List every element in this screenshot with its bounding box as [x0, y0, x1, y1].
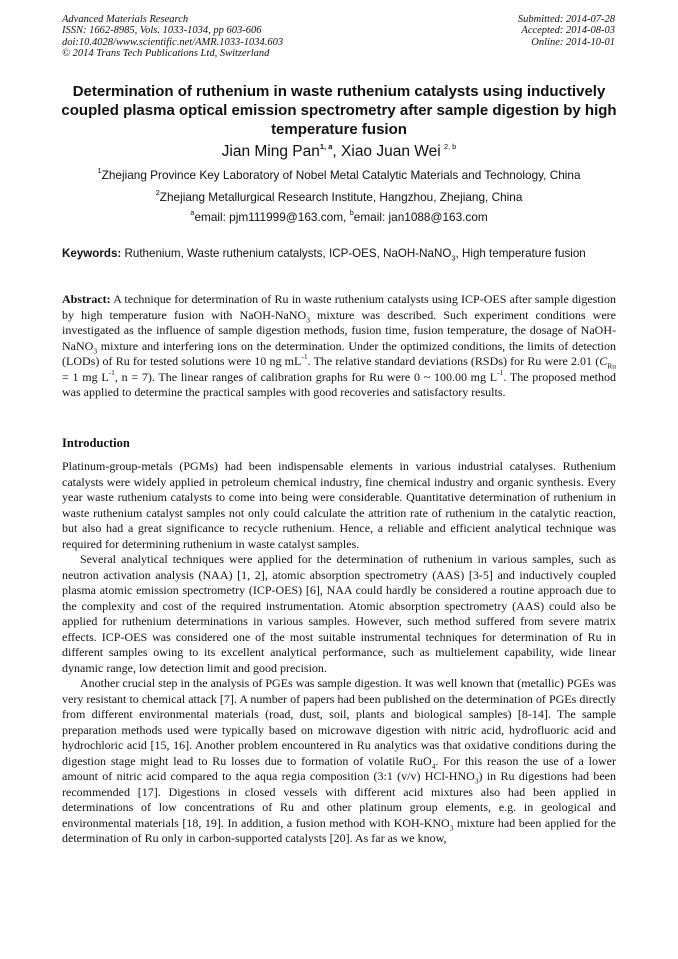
abstract-text: = 1 mg L [62, 369, 109, 384]
abstract-text: A technique for determination of Ru in waste ruthenium catalysts using ICP-OES after sample digestion by high temperature fusion with NaOH-NaNO [62, 292, 616, 322]
abstract-text: mixture and interfering ions on the determination. Under the optimized conditions, the limits of detection (LODs) of Ru for tested solutions were 10 ng mL [62, 338, 616, 368]
affiliation-text: Zhejiang Metallurgical Research Institute, Hangzhou, Zhejiang, China [159, 190, 523, 204]
keywords-text: , High temperature fusion [455, 247, 586, 260]
author-affiliation-mark: 2, b [443, 141, 457, 151]
subscript: 4 [431, 760, 436, 770]
abstract-text: mixture was described. Such experiment conditions were investigated as the influence of sample digestion methods, fusion time, fusion temperature, the dosage of NaOH-NaNO [62, 307, 616, 353]
issn-line: ISSN: 1662-8985, Vols. 1033-1034, pp 603-606 [62, 25, 262, 37]
paragraph-text: ) in Ru digestions had been recommended [17]. Digestions in closed vessels with different acid mixtures also had been applied in determinations of low concentrations of Ru and other platinum group elements, e.g. in geological and environmental materials [18, 19]. In addition, a fusion method with KOH-KNO [62, 769, 616, 830]
author-name: Jian Ming Pan [221, 143, 320, 160]
affiliation-2 [40, 190, 638, 205]
introduction-section [62, 459, 616, 847]
paper-title: Determination of ruthenium in waste ruthenium catalysts using inductively coupled plasma optical emission spectrometry after sample digestion by high temperature fusion [61, 83, 617, 138]
doi-line: doi:10.4028/www.scientific.net/AMR.1033-1034.603 [62, 36, 284, 48]
paragraph [62, 676, 616, 847]
subscript: 3 [93, 345, 98, 355]
email-mark: b [349, 208, 354, 218]
keywords-text: Ruthenium, Waste ruthenium catalysts, ICP-OES, NaOH-NaNO [121, 247, 452, 260]
paragraph-text: . For this reason the use of a lower amount of nitric acid compared to the aqua regia composition (3:1 (v/v) HCl-HNO [62, 753, 616, 783]
author-separator: , [332, 143, 342, 160]
email-link[interactable]: email: jan1088@163.com [353, 210, 488, 224]
affiliation-1 [40, 168, 638, 183]
header-left [62, 14, 283, 60]
superscript: -1 [301, 352, 308, 361]
abstract-text: , n = 7). The linear ranges of calibration graphs for Ru were 0 ~ 100.00 mg L [114, 369, 498, 384]
italic-symbol: C [599, 354, 608, 368]
superscript: -1 [108, 367, 115, 377]
email-link[interactable]: email: pjm111999@163.com, [194, 210, 350, 224]
affiliation-text: Zhejiang Province Key Laboratory of Nobel Metal Catalytic Materials and Technology, China [101, 168, 581, 182]
abstract-section [62, 292, 616, 401]
subscript: 3 [474, 776, 479, 786]
abstract-text: . The relative standard deviations (RSDs) for Ru were 2.01 ( [307, 354, 600, 368]
email-mark: a [190, 208, 195, 218]
header-right [518, 14, 615, 48]
copyright-line: © 2014 Trans Tech Publications Ltd, Switzerland [62, 48, 270, 60]
abstract-text: . The proposed method was applied to determine the practical samples with good recoveries and satisfactory results. [62, 369, 616, 399]
affiliation-mark: 2 [155, 188, 160, 198]
paragraph: Several analytical techniques were applied for the determination of ruthenium in various samples, such as neutron activation analysis (NAA) [1, 2], atomic absorption spectrometry (AAS) [3-5] and inductively coupled plasma atomic emission spectrometry (ICP-OES) [6], NAA could hardly be considered a routine approach due to the complexity and cost of the required instrumentation. Atomic absorption spectrometry (AAS) could also be applied for ruthenium determinations in various samples. However, such method suffered from severe matrix effects. ICP-OES was considered one of the most suitable instrumental techniques for determination of Ru in different samples owing to its excellent analytical performance, such as multielement capability, wide linear dynamic range, low detection limit and good precision. [62, 552, 616, 675]
affiliation-mark: 1 [97, 166, 102, 176]
author-affiliation-mark: 1, a [319, 141, 333, 151]
paragraph: Platinum-group-metals (PGMs) had been indispensable elements in various industrial catalyses. Ruthenium catalysts were widely applied in petroleum chemical industry, fine chemical industry and organic synthesis. Every year waste ruthenium catalysts to come into being were considerable. Quantitative determination of ruthenium in waste ruthenium catalyst samples not only could calculate the attrition rate of ruthenium in the catalytic reaction, but also had a great significance to recycle ruthenium. Hence, a reliable and efficient analytical technique was required for determining ruthenium in waste catalyst samples. [62, 459, 616, 551]
author-line [40, 142, 638, 162]
accepted-date: Accepted: 2014-08-03 [521, 25, 615, 37]
subscript: Ru [607, 361, 616, 371]
superscript: -1 [497, 367, 504, 377]
keywords-label: Keywords: [62, 247, 122, 260]
paragraph-text: mixture had been applied for the determination of Ru only in carbon-supported catalysts [20]. As far as we know, [62, 815, 616, 845]
keywords-section [62, 247, 616, 261]
email-line [40, 210, 638, 225]
submitted-date: Submitted: 2014-07-28 [517, 14, 615, 25]
subscript: 3 [449, 822, 454, 832]
paragraph-text: Another crucial step in the analysis of PGEs was sample digestion. It was well known that (metallic) PGEs was very resistant to chemical attack [7]. A number of papers had been published on the determination of PGEs directly from different environmental materials (road, dust, soil, plants and biological samples) [8-14]. The sample preparation methods used were typically based on microwave digestion with nitric acid, hydrofluoric acid and hydrochloric acid [15, 16]. Another problem encountered in Ru analytics was that oxidative conditions during the digestion stage might lead to Ru losses due to formation of volatile RuO [62, 676, 616, 768]
author-name: Xiao Juan Wei [341, 143, 441, 160]
section-heading-introduction: Introduction [62, 436, 130, 450]
subscript: 3 [306, 314, 310, 324]
journal-name: Advanced Materials Research [62, 14, 189, 25]
subscript: 3 [451, 253, 456, 263]
abstract-label: Abstract: [62, 292, 111, 306]
online-date: Online: 2014-10-01 [531, 36, 615, 48]
